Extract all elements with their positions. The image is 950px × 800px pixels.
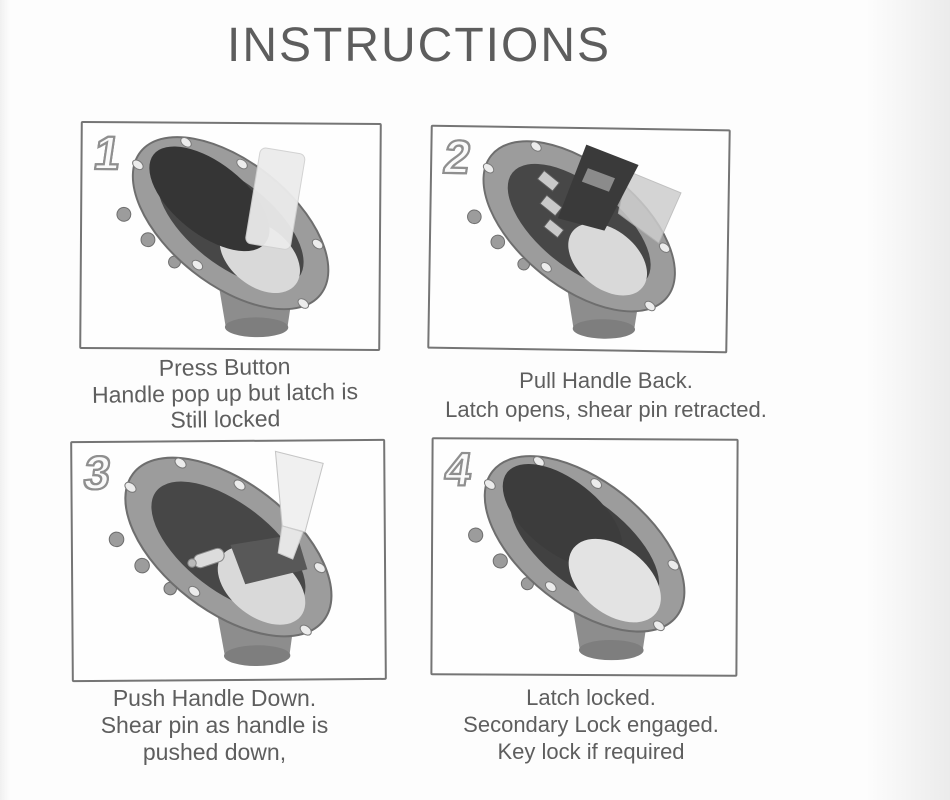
step-panel-2 bbox=[427, 125, 730, 354]
caption-line: Still locked bbox=[170, 405, 281, 433]
latch-closed-locked-illustration bbox=[432, 439, 736, 675]
step-number-1: 1 bbox=[90, 126, 125, 180]
step-number-2: 2 bbox=[440, 129, 475, 184]
step-number-4: 4 bbox=[441, 442, 476, 496]
step-panel-3 bbox=[70, 439, 387, 682]
caption-line: Secondary Lock engaged. bbox=[463, 712, 719, 737]
latch-handle-pushed-down-illustration bbox=[72, 441, 385, 680]
step-caption-4 bbox=[425, 684, 757, 765]
caption-line: Key lock if required bbox=[497, 739, 685, 764]
caption-line: pushed down, bbox=[142, 739, 287, 765]
scan-edge-shading-left bbox=[0, 0, 10, 800]
step-caption-3 bbox=[47, 685, 382, 766]
scan-edge-shading-right bbox=[865, 0, 950, 800]
caption-line: Latch locked. bbox=[526, 685, 656, 710]
caption-line: Handle pop up but latch is bbox=[91, 378, 359, 408]
caption-line: Press Button bbox=[158, 353, 291, 381]
step-panel-4 bbox=[430, 437, 738, 677]
latch-handle-pulled-back-illustration bbox=[429, 127, 728, 352]
caption-line: Pull Handle Back. bbox=[519, 368, 693, 393]
page-title: INSTRUCTIONS bbox=[227, 19, 611, 72]
caption-line: Latch opens, shear pin retracted. bbox=[445, 397, 767, 422]
step-number-3: 3 bbox=[80, 445, 115, 500]
step-caption-1 bbox=[54, 352, 395, 435]
caption-line: Shear pin as handle is bbox=[100, 712, 329, 738]
ghost-handle bbox=[275, 451, 323, 532]
step-caption-2 bbox=[420, 366, 792, 424]
step-panel-1 bbox=[79, 121, 382, 351]
latch-handle-popped-up-illustration bbox=[81, 123, 380, 349]
caption-line: Push Handle Down. bbox=[112, 685, 317, 711]
